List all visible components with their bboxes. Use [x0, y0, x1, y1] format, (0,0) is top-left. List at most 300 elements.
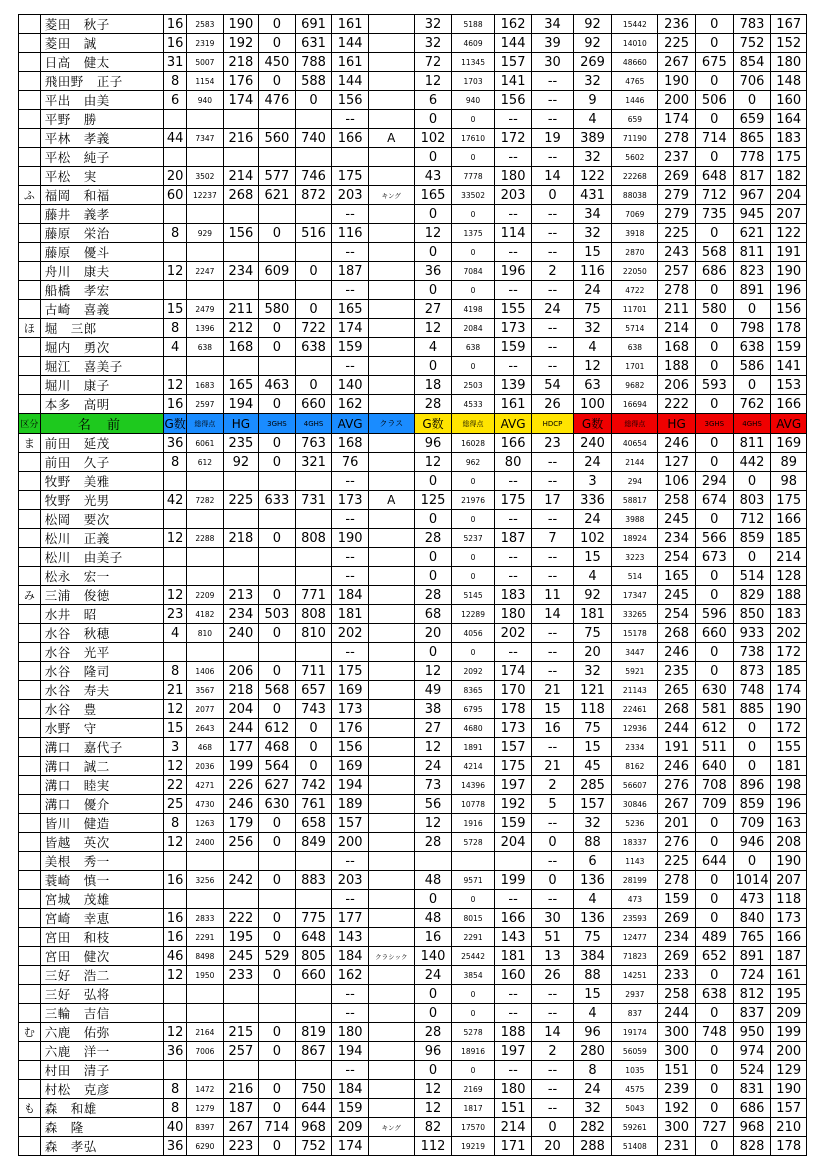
- score-cell: 0: [695, 395, 733, 414]
- score-cell: --: [332, 567, 369, 586]
- score-cell: 0: [259, 1042, 296, 1061]
- score-cell: 2: [532, 262, 573, 281]
- score-cell: 4730: [187, 795, 224, 814]
- score-cell: 244: [658, 1004, 696, 1023]
- score-cell: 940: [452, 91, 494, 110]
- score-cell: 4271: [187, 776, 224, 795]
- score-cell: 156: [332, 91, 369, 110]
- score-cell: 4: [573, 567, 612, 586]
- score-cell: [223, 1004, 258, 1023]
- score-cell: [223, 985, 258, 1004]
- class-cell: [368, 1004, 414, 1023]
- score-cell: 748: [695, 1023, 733, 1042]
- score-cell: [259, 148, 296, 167]
- score-cell: 3: [164, 738, 187, 757]
- score-cell: 0: [259, 833, 296, 852]
- score-cell: 12: [414, 319, 452, 338]
- class-cell: [368, 1023, 414, 1042]
- score-cell: 33502: [452, 186, 494, 205]
- score-cell: 102: [414, 129, 452, 148]
- score-cell: 0: [414, 243, 452, 262]
- score-cell: 431: [573, 186, 612, 205]
- score-cell: 0: [452, 110, 494, 129]
- score-cell: 7084: [452, 262, 494, 281]
- score-cell: 195: [223, 928, 258, 947]
- score-cell: 962: [452, 453, 494, 472]
- score-cell: 199: [771, 1023, 807, 1042]
- player-name-cell: 藤原 優斗: [40, 243, 164, 262]
- score-cell: 659: [612, 110, 658, 129]
- score-cell: 762: [733, 395, 771, 414]
- score-cell: 891: [733, 281, 771, 300]
- score-cell: 184: [332, 947, 369, 966]
- score-cell: 175: [332, 167, 369, 186]
- score-cell: 674: [695, 491, 733, 510]
- score-cell: 68: [414, 605, 452, 624]
- score-cell: 4198: [452, 300, 494, 319]
- table-row: [19, 1061, 807, 1080]
- kana-group-cell: [19, 757, 41, 776]
- table-row: [19, 129, 807, 148]
- score-cell: 203: [494, 186, 532, 205]
- score-cell: 202: [771, 624, 807, 643]
- score-cell: 2144: [612, 453, 658, 472]
- class-cell: [368, 357, 414, 376]
- score-cell: 278: [658, 871, 696, 890]
- score-cell: --: [332, 110, 369, 129]
- score-cell: 21: [532, 757, 573, 776]
- score-cell: 175: [771, 148, 807, 167]
- class-cell: [368, 243, 414, 262]
- score-cell: 564: [259, 757, 296, 776]
- score-cell: 122: [771, 224, 807, 243]
- class-cell: [368, 91, 414, 110]
- score-cell: 686: [695, 262, 733, 281]
- score-cell: 15: [573, 243, 612, 262]
- score-cell: 190: [658, 72, 696, 91]
- score-cell: 2503: [452, 376, 494, 395]
- score-cell: 12: [164, 376, 187, 395]
- score-cell: 190: [771, 852, 807, 871]
- score-cell: 24: [573, 510, 612, 529]
- score-cell: 196: [771, 281, 807, 300]
- score-cell: 235: [658, 662, 696, 681]
- class-cell: [368, 985, 414, 1004]
- score-cell: 156: [223, 224, 258, 243]
- score-cell: 0: [695, 34, 733, 53]
- score-cell: 282: [573, 1118, 612, 1137]
- score-cell: [187, 205, 224, 224]
- score-cell: 92: [573, 15, 612, 34]
- score-cell: 2833: [187, 909, 224, 928]
- score-cell: 190: [771, 262, 807, 281]
- score-cell: 566: [695, 529, 733, 548]
- score-cell: 673: [695, 548, 733, 567]
- score-cell: 182: [771, 167, 807, 186]
- score-cell: 506: [695, 91, 733, 110]
- score-cell: 206: [223, 662, 258, 681]
- score-cell: 4765: [612, 72, 658, 91]
- score-cell: --: [494, 148, 532, 167]
- kana-group-cell: [19, 1080, 41, 1099]
- table-row: [19, 91, 807, 110]
- score-cell: 0: [259, 72, 296, 91]
- table-row: [19, 205, 807, 224]
- score-cell: 58817: [612, 491, 658, 510]
- score-cell: 166: [771, 395, 807, 414]
- table-row: [19, 395, 807, 414]
- score-cell: 106: [658, 472, 696, 491]
- score-cell: --: [532, 1004, 573, 1023]
- score-cell: [164, 110, 187, 129]
- player-name-cell: 水谷 豊: [40, 700, 164, 719]
- player-name-cell: 松川 正義: [40, 529, 164, 548]
- score-cell: 8: [164, 72, 187, 91]
- score-cell: 2643: [187, 719, 224, 738]
- table-row: [19, 243, 807, 262]
- score-cell: [494, 852, 532, 871]
- player-name-cell: 松永 宏一: [40, 567, 164, 586]
- score-cell: 222: [223, 909, 258, 928]
- table-row: [19, 947, 807, 966]
- score-cell: 0: [259, 909, 296, 928]
- score-cell: 173: [332, 700, 369, 719]
- player-name-cell: 三輪 吉信: [40, 1004, 164, 1023]
- score-cell: 129: [771, 1061, 807, 1080]
- kana-group-cell: [19, 985, 41, 1004]
- score-cell: 638: [452, 338, 494, 357]
- score-cell: 336: [573, 491, 612, 510]
- score-cell: 183: [771, 129, 807, 148]
- score-cell: --: [532, 548, 573, 567]
- score-cell: 638: [295, 338, 332, 357]
- kana-group-cell: [19, 129, 41, 148]
- score-cell: 294: [695, 472, 733, 491]
- score-cell: 96: [573, 1023, 612, 1042]
- score-cell: 896: [733, 776, 771, 795]
- score-cell: 265: [658, 681, 696, 700]
- class-cell: [368, 262, 414, 281]
- score-cell: [295, 852, 332, 871]
- player-name-cell: 溝口 優介: [40, 795, 164, 814]
- score-cell: 267: [658, 53, 696, 72]
- header-kubun: 区分: [19, 414, 41, 434]
- score-cell: 633: [259, 491, 296, 510]
- score-cell: 234: [223, 262, 258, 281]
- score-cell: 16028: [452, 434, 494, 453]
- score-cell: 25: [164, 795, 187, 814]
- score-cell: 0: [452, 643, 494, 662]
- score-cell: 24: [573, 453, 612, 472]
- score-cell: --: [532, 1080, 573, 1099]
- score-cell: 0: [695, 1080, 733, 1099]
- score-cell: 2319: [187, 34, 224, 53]
- score-cell: 151: [494, 1099, 532, 1118]
- score-cell: [295, 281, 332, 300]
- score-cell: 51408: [612, 1137, 658, 1156]
- score-cell: 4214: [452, 757, 494, 776]
- score-cell: [295, 643, 332, 662]
- score-cell: 179: [223, 814, 258, 833]
- score-cell: 586: [733, 357, 771, 376]
- table-row: [19, 491, 807, 510]
- score-cell: 0: [733, 757, 771, 776]
- score-cell: 0: [295, 757, 332, 776]
- score-cell: [223, 567, 258, 586]
- score-cell: 22050: [612, 262, 658, 281]
- score-cell: 738: [733, 643, 771, 662]
- score-cell: 771: [295, 586, 332, 605]
- score-cell: --: [494, 243, 532, 262]
- score-cell: 0: [295, 376, 332, 395]
- table-row: [19, 110, 807, 129]
- score-cell: 243: [658, 243, 696, 262]
- score-cell: 38: [414, 700, 452, 719]
- class-cell: [368, 795, 414, 814]
- score-cell: 160: [771, 91, 807, 110]
- kana-group-cell: [19, 643, 41, 662]
- score-cell: 0: [414, 357, 452, 376]
- score-cell: 245: [658, 510, 696, 529]
- score-cell: 162: [494, 15, 532, 34]
- score-cell: 638: [187, 338, 224, 357]
- score-cell: 23: [532, 434, 573, 453]
- score-cell: 968: [295, 1118, 332, 1137]
- score-cell: 17570: [452, 1118, 494, 1137]
- score-cell: 638: [612, 338, 658, 357]
- score-cell: 708: [695, 776, 733, 795]
- score-cell: 0: [295, 262, 332, 281]
- score-cell: 204: [223, 700, 258, 719]
- score-cell: 92: [573, 34, 612, 53]
- score-cell: 4680: [452, 719, 494, 738]
- class-cell: [368, 395, 414, 414]
- score-cell: 810: [187, 624, 224, 643]
- table-row: [19, 662, 807, 681]
- score-cell: 945: [733, 205, 771, 224]
- player-name-cell: 福岡 和福: [40, 186, 164, 205]
- score-cell: --: [532, 224, 573, 243]
- score-cell: 7006: [187, 1042, 224, 1061]
- score-cell: 246: [658, 643, 696, 662]
- score-cell: 891: [733, 947, 771, 966]
- score-cell: 75: [573, 928, 612, 947]
- score-cell: [187, 110, 224, 129]
- player-name-cell: 古崎 喜義: [40, 300, 164, 319]
- score-cell: --: [494, 110, 532, 129]
- score-cell: 652: [695, 947, 733, 966]
- score-cell: 184: [332, 1080, 369, 1099]
- score-cell: 187: [332, 262, 369, 281]
- score-cell: 20: [414, 624, 452, 643]
- score-cell: 34: [532, 15, 573, 34]
- score-cell: 0: [259, 586, 296, 605]
- score-cell: [295, 1004, 332, 1023]
- score-cell: 174: [494, 662, 532, 681]
- score-cell: --: [332, 510, 369, 529]
- class-cell: [368, 605, 414, 624]
- score-cell: 865: [733, 129, 771, 148]
- score-cell: 867: [295, 1042, 332, 1061]
- player-name-cell: 三好 弘将: [40, 985, 164, 1004]
- score-cell: 28199: [612, 871, 658, 890]
- score-cell: 161: [771, 966, 807, 985]
- score-cell: 192: [223, 34, 258, 53]
- score-cell: 12237: [187, 186, 224, 205]
- player-name-cell: 六鹿 佑弥: [40, 1023, 164, 1042]
- kana-group-cell: み: [19, 586, 41, 605]
- score-cell: 198: [771, 776, 807, 795]
- score-cell: 51: [532, 928, 573, 947]
- table-row: [19, 319, 807, 338]
- score-cell: 859: [733, 795, 771, 814]
- score-cell: 214: [771, 548, 807, 567]
- player-name-cell: 水谷 寿夫: [40, 681, 164, 700]
- score-cell: 174: [332, 1137, 369, 1156]
- class-cell: [368, 167, 414, 186]
- score-cell: --: [494, 472, 532, 491]
- score-cell: 30: [532, 909, 573, 928]
- score-cell: 16: [414, 928, 452, 947]
- table-row: [19, 548, 807, 567]
- score-cell: 19174: [612, 1023, 658, 1042]
- score-cell: 258: [658, 985, 696, 1004]
- class-cell: A: [368, 491, 414, 510]
- score-cell: 231: [658, 1137, 696, 1156]
- score-cell: 638: [695, 985, 733, 1004]
- score-cell: 183: [494, 586, 532, 605]
- score-cell: 155: [771, 738, 807, 757]
- score-cell: 155: [494, 300, 532, 319]
- score-cell: 872: [295, 186, 332, 205]
- score-cell: 808: [295, 529, 332, 548]
- score-cell: 3: [573, 472, 612, 491]
- score-cell: 621: [259, 186, 296, 205]
- score-cell: 30846: [612, 795, 658, 814]
- score-cell: [187, 510, 224, 529]
- score-cell: 225: [658, 852, 696, 871]
- score-cell: 75: [573, 300, 612, 319]
- score-cell: 560: [259, 129, 296, 148]
- score-cell: --: [532, 738, 573, 757]
- header-y-games: G数: [414, 414, 452, 434]
- class-cell: [368, 510, 414, 529]
- player-name-cell: 堀 三郎: [40, 319, 164, 338]
- score-cell: 12: [164, 966, 187, 985]
- score-cell: 192: [494, 795, 532, 814]
- score-cell: 8397: [187, 1118, 224, 1137]
- score-cell: 648: [295, 928, 332, 947]
- score-cell: [187, 852, 224, 871]
- class-cell: [368, 529, 414, 548]
- score-cell: 191: [771, 243, 807, 262]
- score-cell: 0: [695, 148, 733, 167]
- score-cell: 11701: [612, 300, 658, 319]
- kana-group-cell: [19, 53, 41, 72]
- score-cell: 568: [259, 681, 296, 700]
- kana-group-cell: [19, 909, 41, 928]
- score-cell: [187, 643, 224, 662]
- score-cell: 1396: [187, 319, 224, 338]
- score-cell: 96: [414, 1042, 452, 1061]
- score-cell: 0: [695, 453, 733, 472]
- score-cell: 0: [452, 548, 494, 567]
- score-cell: --: [332, 643, 369, 662]
- score-cell: 1950: [187, 966, 224, 985]
- score-cell: 849: [295, 833, 332, 852]
- score-cell: 819: [295, 1023, 332, 1042]
- table-row: [19, 909, 807, 928]
- score-cell: 0: [259, 434, 296, 453]
- score-cell: 207: [771, 871, 807, 890]
- score-cell: 321: [295, 453, 332, 472]
- score-cell: [164, 148, 187, 167]
- score-cell: [259, 890, 296, 909]
- score-cell: 765: [733, 928, 771, 947]
- score-cell: --: [532, 567, 573, 586]
- score-cell: 169: [332, 681, 369, 700]
- player-name-cell: 六鹿 洋一: [40, 1042, 164, 1061]
- score-cell: 173: [494, 719, 532, 738]
- score-cell: 143: [494, 928, 532, 947]
- score-cell: [187, 567, 224, 586]
- score-cell: 162: [332, 395, 369, 414]
- score-cell: 279: [658, 205, 696, 224]
- score-cell: 148: [771, 72, 807, 91]
- score-cell: [259, 567, 296, 586]
- score-cell: 159: [771, 338, 807, 357]
- score-cell: 2092: [452, 662, 494, 681]
- score-cell: 4: [164, 338, 187, 357]
- score-cell: 450: [259, 53, 296, 72]
- class-cell: [368, 453, 414, 472]
- score-cell: [259, 1004, 296, 1023]
- score-cell: 278: [658, 129, 696, 148]
- score-cell: 0: [695, 1061, 733, 1080]
- score-cell: 48: [414, 909, 452, 928]
- score-cell: 180: [494, 167, 532, 186]
- score-cell: 0: [733, 852, 771, 871]
- score-cell: 200: [658, 91, 696, 110]
- score-cell: [295, 472, 332, 491]
- table-row: [19, 72, 807, 91]
- score-cell: 178: [771, 319, 807, 338]
- score-cell: [164, 890, 187, 909]
- score-cell: 206: [658, 376, 696, 395]
- score-cell: [223, 205, 258, 224]
- score-cell: 638: [733, 338, 771, 357]
- score-cell: 0: [414, 281, 452, 300]
- score-cell: --: [532, 110, 573, 129]
- score-cell: 577: [259, 167, 296, 186]
- score-cell: --: [532, 91, 573, 110]
- score-cell: 233: [223, 966, 258, 985]
- header-y-total: 総得点: [452, 414, 494, 434]
- table-row: [19, 262, 807, 281]
- score-cell: 12: [164, 529, 187, 548]
- class-cell: [368, 624, 414, 643]
- score-cell: 0: [414, 567, 452, 586]
- score-cell: 28: [414, 1023, 452, 1042]
- score-cell: 174: [658, 110, 696, 129]
- score-cell: [223, 643, 258, 662]
- score-cell: 54: [532, 376, 573, 395]
- score-cell: 114: [494, 224, 532, 243]
- score-cell: 12: [414, 738, 452, 757]
- score-cell: 159: [494, 814, 532, 833]
- class-cell: [368, 319, 414, 338]
- score-cell: 48: [414, 871, 452, 890]
